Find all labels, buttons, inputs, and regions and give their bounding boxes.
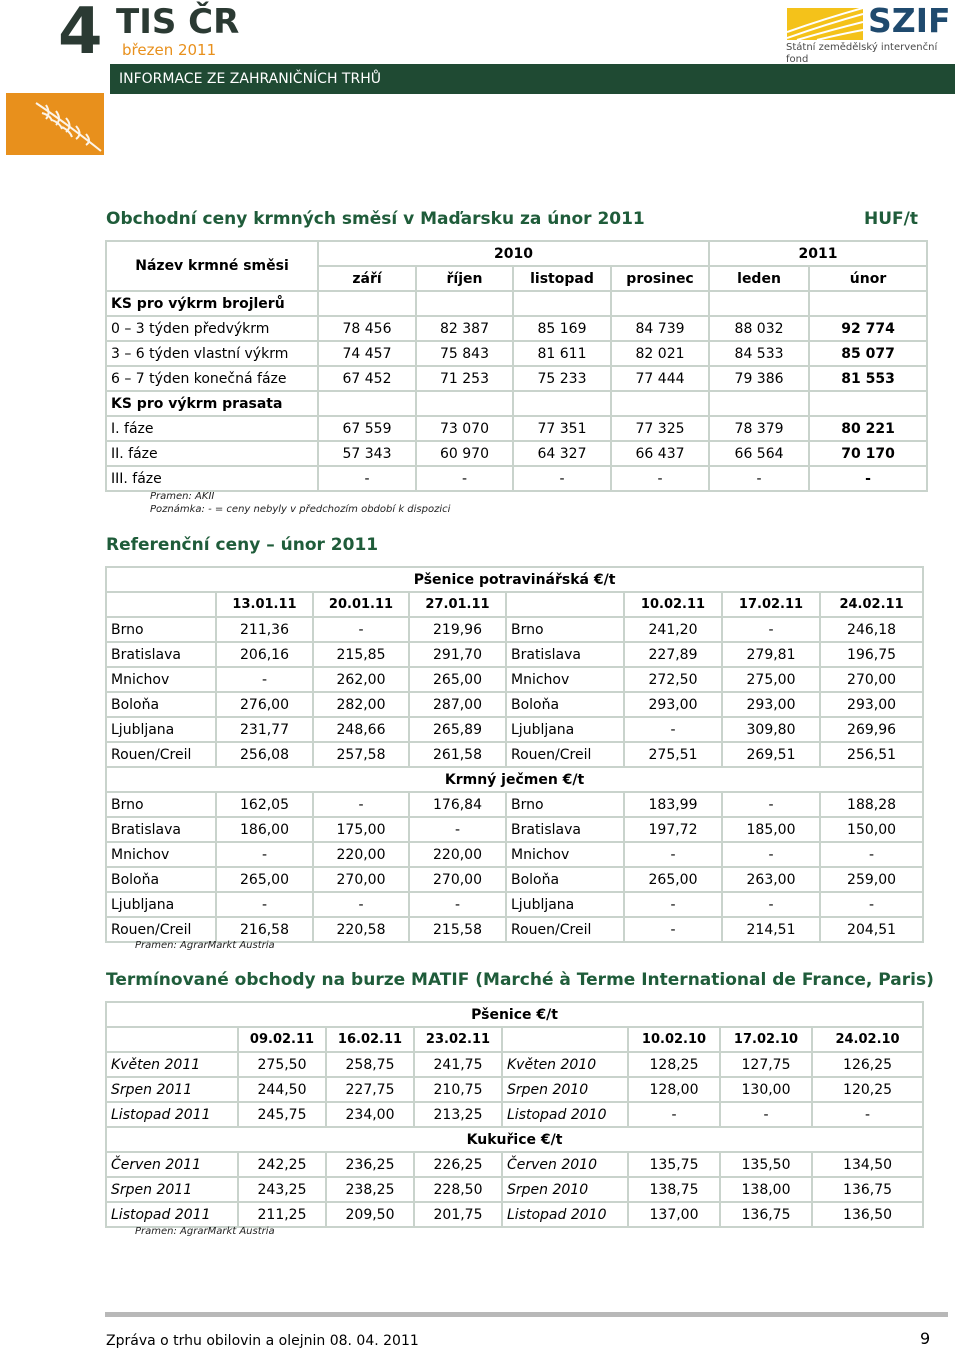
- price-cell: 243,25: [238, 1177, 326, 1202]
- row-label: Boloňa: [506, 867, 624, 892]
- price-cell: -: [722, 617, 820, 642]
- row-label: Bratislava: [106, 642, 216, 667]
- price-cell: -: [722, 892, 820, 917]
- price-cell: 85 077: [809, 341, 927, 366]
- price-cell: 262,00: [313, 667, 409, 692]
- issue-date: březen 2011: [122, 41, 217, 59]
- price-cell: -: [513, 466, 611, 491]
- price-cell: 275,51: [624, 742, 722, 767]
- row-label: Brno: [106, 792, 216, 817]
- price-cell: 64 327: [513, 441, 611, 466]
- row-label: Boloňa: [106, 692, 216, 717]
- price-cell: 257,58: [313, 742, 409, 767]
- price-cell: 128,00: [628, 1077, 720, 1102]
- date-header: 17.02.11: [722, 592, 820, 617]
- szif-logo-subtitle: Státní zemědělský intervenční fond: [786, 42, 938, 65]
- price-cell: 126,25: [812, 1052, 923, 1077]
- price-cell: -: [722, 842, 820, 867]
- price-cell: 66 437: [611, 441, 709, 466]
- table-row: [106, 817, 923, 842]
- row-label: Bratislava: [506, 817, 624, 842]
- price-cell: -: [216, 892, 313, 917]
- row-label: Listopad 2011: [106, 1102, 238, 1127]
- section2-title: Referenční ceny – únor 2011: [106, 535, 379, 555]
- price-cell: 60 970: [416, 441, 513, 466]
- table-row: [106, 617, 923, 642]
- table-row: [106, 792, 923, 817]
- date-header: 27.01.11: [409, 592, 506, 617]
- price-cell: 259,00: [820, 867, 923, 892]
- row-label: III. fáze: [106, 466, 318, 491]
- month-header: leden: [709, 266, 809, 291]
- price-cell: -: [611, 466, 709, 491]
- matif-table: [105, 1001, 924, 1228]
- row-label: KS pro výkrm brojlerů: [106, 291, 318, 316]
- row-label: Listopad 2010: [502, 1202, 628, 1227]
- price-cell: 265,00: [624, 867, 722, 892]
- price-cell: 78 379: [709, 416, 809, 441]
- price-cell: 242,25: [238, 1152, 326, 1177]
- price-cell: 214,51: [722, 917, 820, 942]
- section1-title: Obchodní ceny krmných směsí v Maďarsku za únor 2011: [106, 209, 645, 229]
- block-title-row: [106, 1127, 923, 1152]
- price-cell: 241,20: [624, 617, 722, 642]
- row-label: 6 – 7 týden konečná fáze: [106, 366, 318, 391]
- row-label: Listopad 2011: [106, 1202, 238, 1227]
- price-cell: 80 221: [809, 416, 927, 441]
- price-cell: 238,25: [326, 1177, 414, 1202]
- price-cell: 185,00: [722, 817, 820, 842]
- row-label: Boloňa: [106, 867, 216, 892]
- row-label: I. fáze: [106, 416, 318, 441]
- group-row: [106, 291, 927, 316]
- price-cell: 269,96: [820, 717, 923, 742]
- empty-cell: [106, 1027, 238, 1052]
- price-cell: 210,75: [414, 1077, 502, 1102]
- price-cell: [611, 391, 709, 416]
- row-label: Ljubljana: [106, 717, 216, 742]
- price-cell: 293,00: [820, 692, 923, 717]
- footer-rule: [105, 1312, 948, 1317]
- price-cell: 213,25: [414, 1102, 502, 1127]
- price-cell: 71 253: [416, 366, 513, 391]
- block-title-row: [106, 567, 923, 592]
- table-row: [106, 1177, 923, 1202]
- price-cell: 78 456: [318, 316, 416, 341]
- price-cell: 219,96: [409, 617, 506, 642]
- row-label: Srpen 2010: [502, 1077, 628, 1102]
- empty-cell: [506, 592, 624, 617]
- price-cell: -: [628, 1102, 720, 1127]
- price-cell: 227,89: [624, 642, 722, 667]
- price-cell: 79 386: [709, 366, 809, 391]
- price-cell: 135,50: [720, 1152, 812, 1177]
- table-row: [106, 466, 927, 491]
- table-row: [106, 867, 923, 892]
- row-label: Mnichov: [106, 842, 216, 867]
- row-label: Ljubljana: [506, 717, 624, 742]
- date-header: 24.02.10: [812, 1027, 923, 1052]
- price-cell: -: [313, 617, 409, 642]
- price-cell: 246,18: [820, 617, 923, 642]
- row-label: Květen 2010: [502, 1052, 628, 1077]
- table-row: [106, 1102, 923, 1127]
- price-cell: 138,75: [628, 1177, 720, 1202]
- price-cell: 256,51: [820, 742, 923, 767]
- price-cell: -: [709, 466, 809, 491]
- price-cell: [809, 291, 927, 316]
- price-cell: 85 169: [513, 316, 611, 341]
- price-cell: [416, 391, 513, 416]
- row-label: 0 – 3 týden předvýkrm: [106, 316, 318, 341]
- row-label: Červen 2011: [106, 1152, 238, 1177]
- price-cell: 263,00: [722, 867, 820, 892]
- price-cell: -: [624, 717, 722, 742]
- price-cell: 215,85: [313, 642, 409, 667]
- price-cell: 209,50: [326, 1202, 414, 1227]
- row-label: Srpen 2011: [106, 1077, 238, 1102]
- price-cell: 77 444: [611, 366, 709, 391]
- price-cell: -: [409, 817, 506, 842]
- date-header: 24.02.11: [820, 592, 923, 617]
- price-cell: [318, 391, 416, 416]
- section3-source: Pramen: AgrarMarkt Austria: [135, 1226, 275, 1237]
- date-header: 10.02.10: [628, 1027, 720, 1052]
- row-label: Bratislava: [106, 817, 216, 842]
- price-cell: 136,75: [720, 1202, 812, 1227]
- price-cell: 241,75: [414, 1052, 502, 1077]
- price-cell: 77 325: [611, 416, 709, 441]
- wheat-ear-icon: [6, 93, 104, 155]
- table-row: [106, 1202, 923, 1227]
- month-header: říjen: [416, 266, 513, 291]
- price-cell: -: [216, 667, 313, 692]
- price-cell: 128,25: [628, 1052, 720, 1077]
- price-cell: 245,75: [238, 1102, 326, 1127]
- price-cell: 175,00: [313, 817, 409, 842]
- price-cell: 248,66: [313, 717, 409, 742]
- price-cell: 82 387: [416, 316, 513, 341]
- price-cell: [318, 291, 416, 316]
- row-label: Rouen/Creil: [506, 742, 624, 767]
- table-row: [106, 441, 927, 466]
- price-cell: 77 351: [513, 416, 611, 441]
- issue-number: 4: [58, 0, 99, 69]
- price-cell: -: [313, 792, 409, 817]
- price-cell: -: [809, 466, 927, 491]
- section1-unit: HUF/t: [864, 209, 918, 229]
- price-cell: 57 343: [318, 441, 416, 466]
- date-header: 23.02.11: [414, 1027, 502, 1052]
- table-row: [106, 1052, 923, 1077]
- price-cell: -: [812, 1102, 923, 1127]
- table-row: [106, 917, 923, 942]
- price-cell: 81 553: [809, 366, 927, 391]
- row-label: Listopad 2010: [502, 1102, 628, 1127]
- price-cell: 73 070: [416, 416, 513, 441]
- group-row: [106, 391, 927, 416]
- price-cell: 138,00: [720, 1177, 812, 1202]
- price-cell: 275,00: [722, 667, 820, 692]
- price-cell: 309,80: [722, 717, 820, 742]
- price-cell: 258,75: [326, 1052, 414, 1077]
- date-header: 13.01.11: [216, 592, 313, 617]
- table-row: [106, 416, 927, 441]
- price-cell: 275,50: [238, 1052, 326, 1077]
- price-cell: 74 457: [318, 341, 416, 366]
- szif-logo-icon: [787, 8, 863, 40]
- price-cell: 137,00: [628, 1202, 720, 1227]
- row-label: II. fáze: [106, 441, 318, 466]
- row-label: Brno: [106, 617, 216, 642]
- price-cell: -: [318, 466, 416, 491]
- price-cell: 150,00: [820, 817, 923, 842]
- row-label: Rouen/Creil: [106, 742, 216, 767]
- month-header: únor: [809, 266, 927, 291]
- row-label: 3 – 6 týden vlastní výkrm: [106, 341, 318, 366]
- section3-title: Termínované obchody na burze MATIF (Marché à Terme International de France, Paris): [106, 970, 934, 990]
- price-cell: 75 233: [513, 366, 611, 391]
- price-cell: 287,00: [409, 692, 506, 717]
- price-cell: 66 564: [709, 441, 809, 466]
- row-label: Květen 2011: [106, 1052, 238, 1077]
- price-cell: 227,75: [326, 1077, 414, 1102]
- block-title-row: [106, 767, 923, 792]
- price-cell: 88 032: [709, 316, 809, 341]
- szif-logo-text: SZIF: [868, 1, 951, 40]
- table-row: [106, 667, 923, 692]
- price-cell: 75 843: [416, 341, 513, 366]
- price-cell: 127,75: [720, 1052, 812, 1077]
- price-cell: 130,00: [720, 1077, 812, 1102]
- table-row: [106, 316, 927, 341]
- row-label: Ljubljana: [506, 892, 624, 917]
- table-row: [106, 1077, 923, 1102]
- price-cell: 134,50: [812, 1152, 923, 1177]
- price-cell: 84 533: [709, 341, 809, 366]
- price-cell: 244,50: [238, 1077, 326, 1102]
- price-cell: 270,00: [820, 667, 923, 692]
- price-cell: 276,00: [216, 692, 313, 717]
- price-cell: 206,16: [216, 642, 313, 667]
- price-cell: [709, 391, 809, 416]
- block-title-row: [106, 1002, 923, 1027]
- price-cell: 84 739: [611, 316, 709, 341]
- date-header: 10.02.11: [624, 592, 722, 617]
- col-name-header: Název krmné směsi: [106, 241, 318, 291]
- series-title: TIS ČR: [116, 2, 240, 42]
- price-cell: 135,75: [628, 1152, 720, 1177]
- price-cell: 226,25: [414, 1152, 502, 1177]
- price-cell: 162,05: [216, 792, 313, 817]
- empty-cell: [502, 1027, 628, 1052]
- price-cell: -: [624, 917, 722, 942]
- row-label: Brno: [506, 617, 624, 642]
- month-header: prosinec: [611, 266, 709, 291]
- year-2011-header: 2011: [709, 241, 927, 266]
- table-row: [106, 892, 923, 917]
- row-label: Bratislava: [506, 642, 624, 667]
- price-cell: -: [409, 892, 506, 917]
- price-cell: 176,84: [409, 792, 506, 817]
- price-cell: 220,00: [313, 842, 409, 867]
- table-row: [106, 366, 927, 391]
- price-cell: 279,81: [722, 642, 820, 667]
- month-header: listopad: [513, 266, 611, 291]
- row-label: Srpen 2010: [502, 1177, 628, 1202]
- row-label: KS pro výkrm prasata: [106, 391, 318, 416]
- price-cell: 220,00: [409, 842, 506, 867]
- price-cell: 216,58: [216, 917, 313, 942]
- price-cell: 265,89: [409, 717, 506, 742]
- row-label: Mnichov: [506, 842, 624, 867]
- table-row: [106, 692, 923, 717]
- table-row: [106, 1152, 923, 1177]
- price-cell: 188,28: [820, 792, 923, 817]
- price-cell: 204,51: [820, 917, 923, 942]
- price-cell: 211,36: [216, 617, 313, 642]
- date-header: 20.01.11: [313, 592, 409, 617]
- block-title: Pšenice €/t: [106, 1002, 923, 1027]
- price-cell: 291,70: [409, 642, 506, 667]
- table-row: [106, 717, 923, 742]
- row-label: Srpen 2011: [106, 1177, 238, 1202]
- price-cell: -: [820, 892, 923, 917]
- row-label: Mnichov: [506, 667, 624, 692]
- price-cell: 270,00: [409, 867, 506, 892]
- date-header-row: [106, 592, 923, 617]
- price-cell: 70 170: [809, 441, 927, 466]
- price-cell: 265,00: [216, 867, 313, 892]
- price-cell: 228,50: [414, 1177, 502, 1202]
- price-cell: 293,00: [722, 692, 820, 717]
- price-cell: 186,00: [216, 817, 313, 842]
- price-cell: 265,00: [409, 667, 506, 692]
- header-bar: [110, 64, 955, 94]
- table-row: [106, 842, 923, 867]
- block-title: Pšenice potravinářská €/t: [106, 567, 923, 592]
- row-label: Rouen/Creil: [106, 917, 216, 942]
- row-label: Rouen/Creil: [506, 917, 624, 942]
- price-cell: [809, 391, 927, 416]
- price-cell: 270,00: [313, 867, 409, 892]
- price-cell: 136,75: [812, 1177, 923, 1202]
- row-label: Ljubljana: [106, 892, 216, 917]
- header-subtitle: INFORMACE ZE ZAHRANIČNÍCH TRHŮ: [119, 71, 381, 87]
- table-row: [106, 642, 923, 667]
- price-cell: [513, 291, 611, 316]
- price-cell: [513, 391, 611, 416]
- feed-prices-table: [105, 240, 928, 492]
- price-cell: [611, 291, 709, 316]
- month-header: září: [318, 266, 416, 291]
- price-cell: 196,75: [820, 642, 923, 667]
- price-cell: 120,25: [812, 1077, 923, 1102]
- price-cell: [416, 291, 513, 316]
- price-cell: 211,25: [238, 1202, 326, 1227]
- block-title: Krmný ječmen €/t: [106, 767, 923, 792]
- reference-prices-table: [105, 566, 924, 943]
- page-number: 9: [920, 1329, 931, 1348]
- price-cell: -: [820, 842, 923, 867]
- row-label: Mnichov: [106, 667, 216, 692]
- price-cell: -: [720, 1102, 812, 1127]
- empty-cell: [106, 592, 216, 617]
- price-cell: 82 021: [611, 341, 709, 366]
- price-cell: 67 559: [318, 416, 416, 441]
- price-cell: 236,25: [326, 1152, 414, 1177]
- price-cell: -: [313, 892, 409, 917]
- section2-source: Pramen: AgrarMarkt Austria: [135, 940, 275, 951]
- table-row: [106, 742, 923, 767]
- price-cell: -: [624, 892, 722, 917]
- price-cell: 67 452: [318, 366, 416, 391]
- price-cell: 269,51: [722, 742, 820, 767]
- price-cell: 231,77: [216, 717, 313, 742]
- price-cell: -: [624, 842, 722, 867]
- table-row: [106, 341, 927, 366]
- year-2010-header: 2010: [318, 241, 709, 266]
- block-title: Kukuřice €/t: [106, 1127, 923, 1152]
- row-label: Červen 2010: [502, 1152, 628, 1177]
- price-cell: 81 611: [513, 341, 611, 366]
- price-cell: 183,99: [624, 792, 722, 817]
- price-cell: 136,50: [812, 1202, 923, 1227]
- price-cell: 215,58: [409, 917, 506, 942]
- section1-note: Poznámka: - = ceny nebyly v předchozím období k dispozici: [150, 504, 451, 515]
- price-cell: -: [722, 792, 820, 817]
- row-label: Boloňa: [506, 692, 624, 717]
- price-cell: 234,00: [326, 1102, 414, 1127]
- price-cell: 282,00: [313, 692, 409, 717]
- price-cell: 256,08: [216, 742, 313, 767]
- price-cell: 272,50: [624, 667, 722, 692]
- date-header: 16.02.11: [326, 1027, 414, 1052]
- date-header: 17.02.10: [720, 1027, 812, 1052]
- price-cell: 92 774: [809, 316, 927, 341]
- price-cell: 220,58: [313, 917, 409, 942]
- price-cell: 197,72: [624, 817, 722, 842]
- price-cell: [709, 291, 809, 316]
- price-cell: -: [216, 842, 313, 867]
- price-cell: 293,00: [624, 692, 722, 717]
- price-cell: -: [416, 466, 513, 491]
- price-cell: 261,58: [409, 742, 506, 767]
- date-header: 09.02.11: [238, 1027, 326, 1052]
- price-cell: 201,75: [414, 1202, 502, 1227]
- section1-source: Pramen: AKII: [150, 491, 215, 502]
- footer-text: Zpráva o trhu obilovin a olejnin 08. 04. 2011: [106, 1333, 419, 1349]
- date-header-row: [106, 1027, 923, 1052]
- row-label: Brno: [506, 792, 624, 817]
